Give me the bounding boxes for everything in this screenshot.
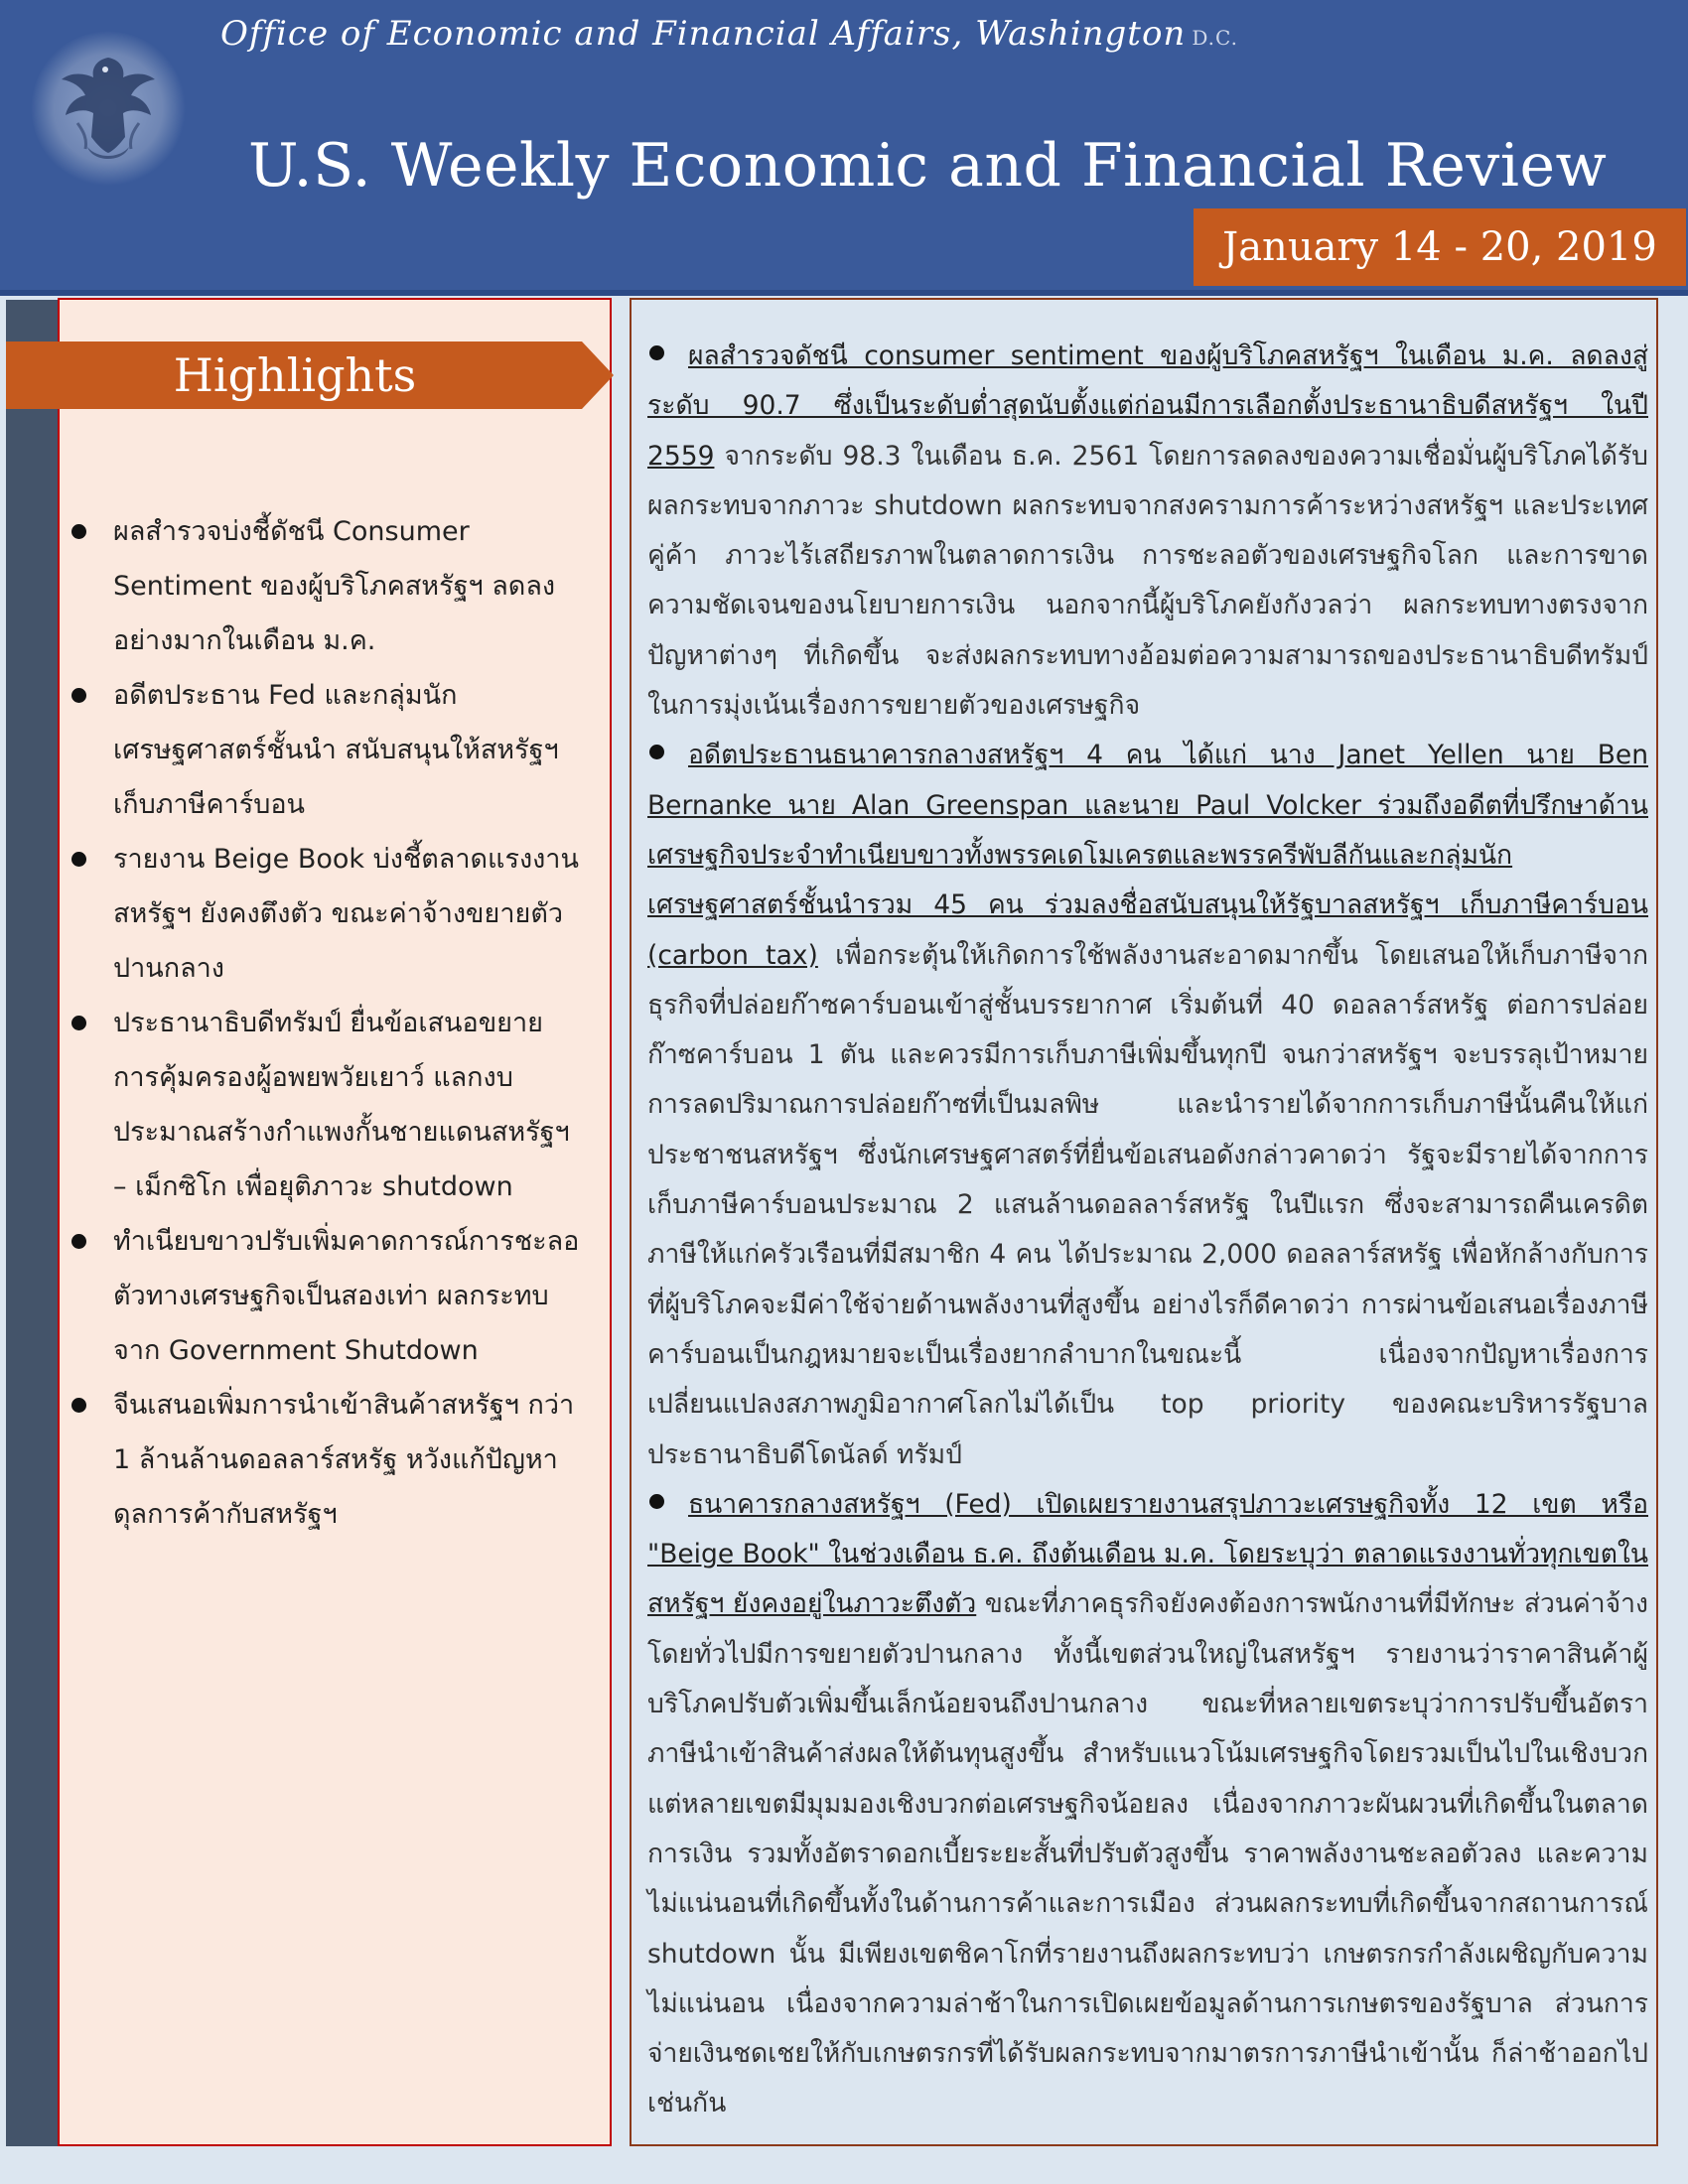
page-header	[0, 0, 1688, 296]
highlight-item: จีนเสนอเพิ่มการนำเข้าสินค้าสหรัฐฯ กว่า 1 ล้านล้านดอลลาร์สหรัฐ หวังแก้ปัญหาดุลการค้ากับสหรัฐฯ	[71, 1378, 588, 1542]
article-paragraph	[647, 332, 1648, 731]
highlight-item: ผลสำรวจบ่งชี้ดัชนี Consumer Sentiment ของผู้บริโภคสหรัฐฯ ลดลงอย่างมากในเดือน ม.ค.	[71, 504, 588, 668]
paragraph-body: จากระดับ 98.3 ในเดือน ธ.ค. 2561 โดยการลดลงของความเชื่อมั่นผู้บริโภคได้รับผลกระทบจากภาวะ shutdown ผลกระทบจากสงครามการค้าระหว่างสหรัฐฯ และประเทศคู่ค้า ภาวะไร้เสถียรภาพในตลาดการเงิน การชะลอตัวของเศรษฐกิจโลก และการขาดความชัดเจนของนโยบายการเงิน นอกจากนี้ผู้บริโภคยังกังวลว่า ผลกระทบทางตรงจากปัญหาต่างๆ ที่เกิดขึ้น จะส่งผลกระทบทางอ้อมต่อความสามารถของประธานาธิบดีทรัมป์ ในการมุ่งเน้นเรื่องการขยายตัวของเศรษฐกิจ	[647, 440, 1648, 722]
date-range-badge: January 14 - 20, 2019	[1194, 208, 1686, 286]
bullet-icon	[71, 1016, 86, 1030]
bullet-icon	[71, 688, 86, 703]
bullet-icon	[649, 745, 664, 759]
paragraph-body: เพื่อกระตุ้นให้เกิดการใช้พลังงานสะอาดมากขึ้น โดยเสนอให้เก็บภาษีจากธุรกิจที่ปล่อยก๊าซคาร์บอนเข้าสู่ชั้นบรรยากาศ เริ่มต้นที่ 40 ดอลลาร์สหรัฐ ต่อการปล่อยก๊าซคาร์บอน 1 ตัน และควรมีการเก็บภาษีเพิ่มขึ้นทุกปี จนกว่าสหรัฐฯ จะบรรลุเป้าหมายการลดปริมาณการปล่อยก๊าซที่เป็นมลพิษ และนำรายได้จากการเก็บภาษีนั้นคืนให้แก่ประชาชนสหรัฐฯ ซึ่งนักเศรษฐศาสตร์ที่ยื่นข้อเสนอดังกล่าวคาดว่า รัฐจะมีรายได้จากการเก็บภาษีคาร์บอนประมาณ 2 แสนล้านดอลลาร์สหรัฐ ในปีแรก ซึ่งจะสามารถคืนเครดิตภาษีให้แก่ครัวเรือนที่มีสมาชิก 4 คน ได้ประมาณ 2,000 ดอลลาร์สหรัฐ เพื่อหักล้างกับการที่ผู้บริโภคจะมีค่าใช้จ่ายด้านพลังงานที่สูงขึ้น อย่างไรก็ดีคาดว่า การผ่านข้อเสนอเรื่องภาษีคาร์บอนเป็นกฎหมายจะเป็นเรื่องยากลำบากในขณะนี้ เนื่องจากปัญหาเรื่องการเปลี่ยนแปลงสภาพภูมิอากาศโลกไม่ได้เป็น top priority ของคณะบริหารรัฐบาลประธานาธิบดีโดนัลด์ ทรัมป์	[647, 939, 1648, 1470]
office-suffix: D.C.	[1192, 26, 1238, 50]
highlight-item: รายงาน Beige Book บ่งชี้ตลาดแรงงานสหรัฐฯ ยังคงตึงตัว ขณะค่าจ้างขยายตัวปานกลาง	[71, 832, 588, 996]
paragraph-body: ขณะที่ภาคธุรกิจยังคงต้องการพนักงานที่มีทักษะ ส่วนค่าจ้างโดยทั่วไปมีการขยายตัวปานกลาง ทั้งนี้เขตส่วนใหญ่ในสหรัฐฯ รายงานว่าราคาสินค้าผู้บริโภคปรับตัวเพิ่มขึ้นเล็กน้อยจนถึงปานกลาง ขณะที่หลายเขตระบุว่าการปรับขึ้นอัตราภาษีนำเข้าสินค้าส่งผลให้ต้นทุนสูงขึ้น สำหรับแนวโน้มเศรษฐกิจโดยรวมเป็นไปในเชิงบวก แต่หลายเขตมีมุมมองเชิงบวกต่อเศรษฐกิจน้อยลง เนื่องจากภาวะผันผวนที่เกิดขึ้นในตลาดการเงิน รวมทั้งอัตราดอกเบี้ยระยะสั้นที่ปรับตัวสูงขึ้น ราคาพลังงานชะลอตัวลง และความไม่แน่นอนที่เกิดขึ้นทั้งในด้านการค้าและการเมือง ส่วนผลกระทบที่เกิดขึ้นจากสถานการณ์ shutdown นั้น มีเพียงเขตชิคาโกที่รายงานถึงผลกระทบว่า เกษตรกรกำลังเผชิญกับความไม่แน่นอน เนื่องจากความล่าช้าในการเปิดเผยข้อมูลด้านการเกษตรของรัฐบาล ส่วนการจ่ายเงินชดเชยให้กับเกษตรกรที่ได้รับผลกระทบจากมาตรการภาษีนำเข้านั้น ก็ล่าช้าออกไปเช่นกัน	[647, 1588, 1648, 2119]
left-decorative-strip	[6, 300, 60, 2146]
bullet-icon	[71, 1234, 86, 1249]
highlight-item: ทำเนียบขาวปรับเพิ่มคาดการณ์การชะลอตัวทางเศรษฐกิจเป็นสองเท่า ผลกระทบจาก Government Shutdown	[71, 1214, 588, 1378]
paragraph-lead: ผลสำรวจดัชนี consumer sentiment ของผู้บริโภคสหรัฐฯ ในเดือน ม.ค. ลดลงสู่ระดับ 90.7 ซึ่งเป็นระดับต่ำสุดนับตั้งแต่ก่อนมีการเลือกตั้งประธานาธิบดีสหรัฐฯ ในปี 2559	[647, 341, 1648, 472]
highlights-title: Highlights	[173, 348, 417, 402]
article-body	[647, 332, 1648, 2129]
highlights-list	[71, 504, 588, 1542]
article-paragraph	[647, 731, 1648, 1479]
report-title: U.S. Weekly Economic and Financial Review	[248, 131, 1608, 201]
highlights-banner	[6, 341, 614, 409]
bullet-icon	[649, 1494, 664, 1509]
highlight-item: อดีตประธาน Fed และกลุ่มนักเศรษฐศาสตร์ชั้นนำ สนับสนุนให้สหรัฐฯ เก็บภาษีคาร์บอน	[71, 668, 588, 832]
office-name: Office of Economic and Financial Affairs, Washington D.C.	[220, 14, 1238, 54]
bullet-icon	[71, 1398, 86, 1413]
eagle-seal-icon	[28, 28, 189, 189]
paragraph-lead: ธนาคารกลางสหรัฐฯ (Fed) เปิดเผยรายงานสรุปภาวะเศรษฐกิจทั้ง 12 เขต หรือ "Beige Book" ในช่วงเดือน ธ.ค. ถึงต้นเดือน ม.ค. โดยระบุว่า ตลาดแรงงานทั่วทุกเขตในสหรัฐฯ ยังคงอยู่ในภาวะตึงตัว	[647, 1488, 1648, 1620]
highlight-item: ประธานาธิบดีทรัมป์ ยื่นข้อเสนอขยายการคุ้มครองผู้อพยพวัยเยาว์ แลกงบประมาณสร้างกำแพงกั้นชายแดนสหรัฐฯ – เม็กซิโก เพื่อยุติภาวะ shutdown	[71, 996, 588, 1214]
article-paragraph	[647, 1480, 1648, 2129]
bullet-icon	[71, 524, 86, 539]
paragraph-lead: อดีตประธานธนาคารกลางสหรัฐฯ 4 คน ได้แก่ นาง Janet Yellen นาย Ben Bernanke นาย Alan Greenspan และนาย Paul Volcker ร่วมถึงอดีตที่ปรึกษาด้านเศรษฐกิจประจำทำเนียบขาวทั้งพรรคเดโมเครตและพรรครีพับลีกันและกลุ่มนักเศรษฐศาสตร์ชั้นนำรวม 45 คน ร่วมลงชื่อสนับสนุนให้รัฐบาลสหรัฐฯ เก็บภาษีคาร์บอน (carbon tax)	[647, 740, 1648, 971]
bullet-icon	[71, 852, 86, 867]
bullet-icon	[649, 345, 664, 360]
